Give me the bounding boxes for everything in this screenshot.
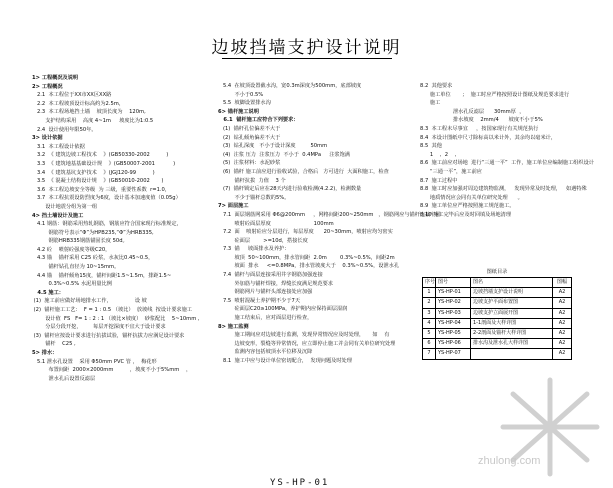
middle-column-line: (3) 钻孔深度 不小于设计深度 50mm (218, 143, 328, 150)
right-column-line: 8.8 施工时应加强对周边建筑物监测， 发现异常及时处理， 如遇特殊 (420, 186, 587, 193)
table-cell: 1 (423, 288, 436, 298)
table-cell: A2 (553, 339, 572, 349)
middle-column-line: 7.3 锚 坡面排水及养护： (218, 246, 290, 253)
right-column-line: 8.6 施工前应对场地 进行“三通一平” 工作，施工单位应编制施工组织设计 (420, 160, 594, 167)
middle-column-line: 5.5 坡脚设置排水沟 (218, 100, 271, 107)
table-header-row (423, 278, 572, 288)
left-column-line: 2.1 本工程位于XX市XX区XX路 (32, 92, 112, 99)
left-column-line: 锚杆钻孔直径为 10~15mm。 (32, 264, 120, 271)
left-column-line: 4.3 锚 锚杆采用 C25 砼浆，水灰比0.45~0.5， (32, 255, 154, 262)
drawing-index-caption: 图纸目录 (486, 269, 508, 275)
left-column-line: (1) 施工前应做好场地排水工作， 设 坡 (32, 298, 147, 305)
left-column-line: 4.4 锚 锚杆倾角15度，锚杆间距1.5~1.5m，排距1.5~ (32, 272, 172, 279)
left-column-line: 4.2 砼 喷射砼强度等级C20， (32, 246, 111, 253)
middle-column-line: 施工结束后，应对面层进行检查， (218, 315, 313, 322)
table-cell: 4 (423, 318, 436, 328)
middle-column-line: 不少于锚杆总数的5%。 (218, 194, 290, 201)
right-column-line: “三通一平”，施工前应 (420, 168, 482, 175)
table-cell: A2 (553, 328, 572, 338)
left-column-line: 2> 工程概况 (32, 83, 63, 90)
middle-column-line: (6) 锚杆 施工前应进行验收试验，合格后 方可进行 大面积施工，检查 (218, 168, 389, 175)
page-title: 边坡挡墙支护设计说明 (211, 38, 402, 58)
table-header-cell: 序号 (423, 278, 436, 288)
left-column-line: 钢筋符号表示“Φ”为HPB235,“Φ”为HRB335, (32, 229, 154, 236)
title-underline (222, 58, 392, 59)
table-cell: 排水沟及泄水孔大样详图 (471, 339, 553, 349)
left-column-line: 1> 工程概况及说明 (32, 75, 79, 81)
middle-column-line: 6.1 锚杆施工应符合下列要求： (218, 117, 299, 124)
middle-column-line: 边坡变形，裂缝等异常情况，应立即停止施工并会同有关单位研究处理 (218, 340, 396, 347)
right-column-line: 8.4 本设计图纸中尺寸除标高以米计外，其余均以毫米计， (420, 134, 557, 141)
left-text-column (32, 74, 212, 383)
left-column-line: 2.2 本工程坡顶设计标高约为2.5m， (32, 100, 125, 107)
right-column-line: 地质情况应会同有关单位研究处理 。 (420, 194, 523, 201)
middle-column-line: (2) 钻孔倾角偏差不大于 (218, 134, 281, 141)
table-header-cell: 图号 (436, 278, 471, 288)
table-cell: YS-HP-04 (436, 318, 471, 328)
middle-column-line: 监测内容包括坡顶水平位移及沉降 (218, 349, 313, 356)
right-column-line: 8.9 施工单位应严格按照施工规范施工。 (420, 203, 515, 210)
table-header-cell: 图幅 (553, 278, 572, 288)
left-column-line: 3.6 本工程边坡安全等级 为 三级，重要性系数 r=1.0， (32, 186, 171, 193)
table-cell: 边坡挡墙支护设计说明 (471, 288, 553, 298)
right-column-line: 8.2 其他要求 (420, 83, 453, 89)
middle-column-line: 7.1 面层钢筋网采用 Φ6@200mm ，网格间距200~250mm ，钢筋网应与锚杆连接牢固 (218, 211, 441, 218)
right-column-line: 8.7 施工过程中 (420, 177, 458, 184)
left-column-line: (3) 锚杆应按设计要求进行抗拔试验，锚杆抗拔力应满足设计要求 (32, 332, 185, 339)
middle-column-line: 坡顶 50~100mm，排水管间距 2.0m 0.3%~0.5%，间距2m (218, 254, 395, 261)
middle-column-line: 外加筋与锚杆焊接，焊缝长度满足规范要求 (218, 280, 334, 287)
left-column-line: 3> 设计依据 (32, 135, 63, 142)
right-text-column (420, 82, 600, 220)
table-row (423, 298, 572, 308)
table-row (423, 318, 572, 328)
left-column-line: 3.5 《 混凝土结构设计规 》(GB50010-2002 ) (32, 178, 164, 185)
middle-column-line: 钢筋网片与锚杆头部连接处应加强 (218, 289, 313, 296)
middle-column-line: (5) 注浆材料：水泥砂浆 (218, 160, 281, 167)
middle-column-line: (7) 锚杆锁定后应在28天内进行验收检测(4.2.2)，检测数量 (218, 186, 362, 193)
left-column-line: 5> 排水： (32, 350, 58, 356)
table-cell: YS-HP-02 (436, 298, 471, 308)
left-column-line: 钢筋HRB335钢筋锚固长度 50d。 (32, 238, 128, 245)
drawing-number-footer: YS-HP-01 (270, 478, 330, 488)
table-cell: 7 (423, 349, 436, 359)
right-column-line: 排水坡度 2mm/4 坡度不小于5% (420, 117, 543, 124)
table-cell: 边坡支护立面展开图 (471, 308, 553, 318)
middle-column-line: 锚杆抗拔 力值 3 个 (218, 177, 286, 184)
left-column-line: 3.4 《 建筑基坑支护技术 》(JGJ120-99 ) (32, 169, 155, 176)
table-row (423, 288, 572, 298)
middle-column-line: (1) 锚杆孔位偏差不大于 (218, 125, 281, 132)
table-cell: A2 (553, 308, 572, 318)
left-column-line: 2.3 本工程场地挡土墙 坡顶长度为 120m, (32, 109, 146, 116)
right-column-line: 施工 (420, 100, 441, 107)
table-row (423, 349, 572, 359)
left-column-line: 布置间距 2000×2000mm ，坡度不小于5%mm ， (32, 367, 192, 374)
table-cell: A2 (553, 288, 572, 298)
table-cell: YS-HP-01 (436, 288, 471, 298)
table-cell: 2-2剖面及锚杆大样详图 (471, 328, 553, 338)
left-column-line: 3.3 《 建筑地基基础设计规 》(GB50007-2001 ) (32, 160, 176, 167)
drawing-index-table-block (422, 268, 572, 360)
table-cell: 2 (423, 298, 436, 308)
table-cell (471, 349, 553, 359)
left-column-line: 3.7 本工程抗震设防烈度为6度，设计基本加速度值（0.05g） (32, 195, 181, 202)
middle-column-line: 喷射砼面层厚度 100mm (218, 220, 334, 227)
right-column-line: 8.3 本工程未尽事宜 ，按国家现行有关规范执行 (420, 125, 539, 132)
table-header-cell: 图名 (471, 278, 553, 288)
left-column-line: 3.2 《 建筑边坡工程技术 》(GB50330-2002 ) (32, 152, 169, 159)
middle-column-line: 坡面 排水 <=0.8MPa，排水管坡度大于 0.3%~0.5%，设泄水孔 (218, 263, 400, 270)
drawing-index-table (422, 277, 572, 360)
middle-column-line: 砼面层C20≥100MPa，养护期内应保持面层湿润 (218, 306, 348, 313)
middle-column-line: 7.5 喷射混凝土养护期不少于7天 (218, 297, 301, 304)
table-cell: 5 (423, 328, 436, 338)
middle-column-line: 施工期间应对边坡进行监测，发现异常情况应及时处理， 如 有 (218, 332, 390, 339)
table-cell: YS-HP-03 (436, 308, 471, 318)
left-column-line: 设计值 FS F= 1 : 2 : 1 （坡比×坡度） 砂浆配比 5~10mm , (32, 315, 200, 322)
table-row (423, 328, 572, 338)
table-cell: 6 (423, 339, 436, 349)
left-column-line: 2.4 设计使用年限50年。 (32, 126, 97, 133)
table-cell: 3 (423, 308, 436, 318)
table-row (423, 339, 572, 349)
middle-column-line: 8.1 施工中应与设计单位密切配合， 发现问题及时处理 (218, 358, 352, 364)
left-column-line: 泄水孔后设置反滤层 (32, 375, 96, 382)
table-cell: A2 (553, 318, 572, 328)
table-cell: YS-HP-06 (436, 339, 471, 349)
table-row (423, 308, 572, 318)
left-column-line: 支护结构采用 高度 4~1m 坡度比为1:0.5 (32, 117, 154, 124)
left-column-line: 锚杆 C25 , (32, 341, 76, 348)
right-column-line: 泄水孔反滤层 30mm厚 ， (420, 108, 525, 115)
left-column-line: (2) 锚杆施工工艺： F = 1 : 0.5 （坡比） 放坡线 按设计要求施工 (32, 307, 192, 314)
left-column-line: 4> 挡土墙设计及施工 (32, 212, 84, 219)
middle-column-line: 7> 面层施工 (218, 203, 249, 210)
table-cell: YS-HP-05 (436, 328, 471, 338)
right-column-line: 8.5 其他 (420, 143, 442, 150)
middle-column-line: 7.4 锚杆与面层连接采用井字钢筋加强连接 (218, 272, 323, 279)
table-cell: A2 (553, 349, 572, 359)
table-cell: 边坡支护平面布置图 (471, 298, 553, 308)
middle-column-line: (4) 注浆 压力 注浆压力 不小于 0.4MPa 注浆饱满 (218, 151, 350, 158)
middle-column-line: 6> 锚杆施工说明 (218, 108, 259, 115)
table-cell: YS-HP-07 (436, 349, 471, 359)
left-column-line: 4.5 施工： (32, 289, 64, 296)
left-column-line: 设计地震分组为第一组 (32, 203, 98, 210)
table-cell: A2 (553, 298, 572, 308)
middle-column-line: 7.2 面 喷射砼应分层进行，每层厚度 20~30mm，喷射应均匀密实 (218, 229, 393, 236)
middle-column-line: 8> 施工监测 (218, 323, 249, 330)
left-column-line: 3.1 本工程设计依据 (32, 143, 85, 150)
watermark-text: zhulong.com (478, 455, 541, 467)
left-column-line: 4.1 钢筋：钢筋采用热轧钢筋，钢筋应符合国家现行标准规定， (32, 221, 182, 228)
table-cell: 1-1剖面及大样详图 (471, 318, 553, 328)
left-column-line: 0.3%~0.5% 水泥用量比例 (32, 281, 112, 288)
middle-column-line: 砼面层 >=10d，搭接长度 (218, 237, 308, 244)
right-column-line: 1 , 2 , (420, 151, 457, 158)
left-column-line: 分层分段开挖， 每层开挖深度不宜大于设计要求 (32, 324, 166, 331)
right-column-line: 8.10 施工完毕后应及时回填及场地清理 (420, 211, 512, 218)
right-column-line: 施工单位 ； 施工时应严格按照设计图纸及规范要求进行 (420, 91, 570, 98)
middle-column-line: 不小于0.5% (218, 91, 264, 98)
left-column-line: 5.1 泄水孔设置 采用 Φ50mm PVC 管 ， 梅花形 (32, 358, 157, 365)
middle-column-line: 5.4 在坡顶设置截水沟，宽0.3m深度为500mm，底部坡度 (218, 83, 362, 89)
